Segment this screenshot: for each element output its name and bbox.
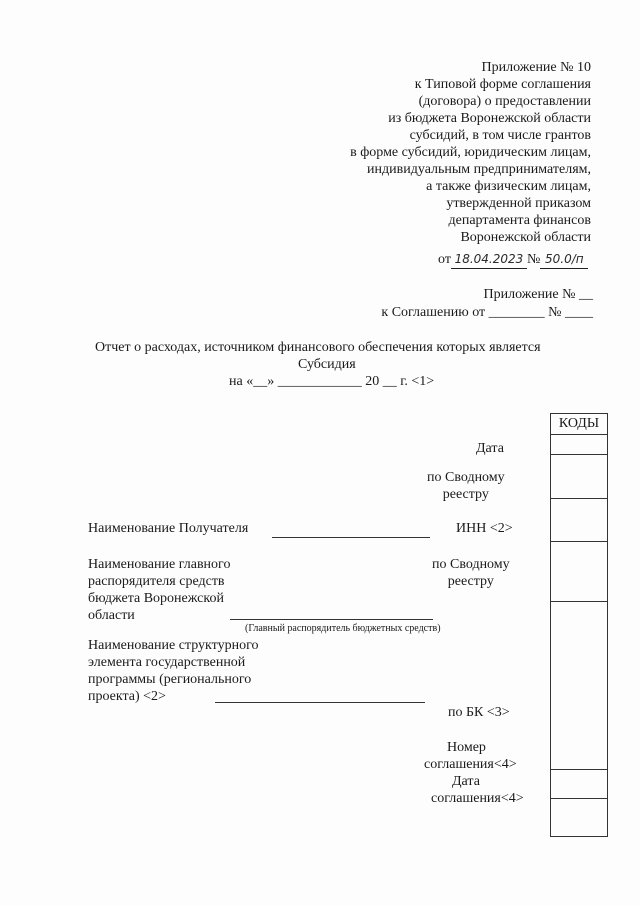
appendix-line: утвержденной приказом [446,196,591,211]
appendix-line: а также физическим лицам, [426,179,591,194]
order-reference [438,251,588,269]
agreement-number-line: соглашения<4> [424,757,517,772]
structural-element-label [88,637,258,705]
agreement-date-line: соглашения<4> [431,791,524,806]
main-manager-line: Наименование главного [88,557,231,572]
appendix-line: субсидий, в том числе грантов [409,128,591,143]
appendix-line: Приложение № 10 [481,60,591,75]
appendix-line: из бюджета Воронежской области [388,111,591,126]
appendix-line: (договора) о предоставлении [418,94,591,109]
report-date-line: на «__» ____________ 20 __ г. <1> [229,374,435,389]
structural-line: Наименование структурного [88,638,259,653]
recipient-label: Наименование Получателя [88,521,249,536]
code-cell-svodny-2 [551,541,607,542]
report-title-line2: Субсидия [298,357,356,372]
structural-line: проекта) <2> [88,689,166,704]
main-manager-line: области [88,608,135,623]
code-cell-agreement-number [551,769,607,770]
bk-label: по БК <3> [448,705,510,720]
code-cell-agreement-date [551,798,607,799]
appendix-line: Воронежской области [460,230,591,245]
appendix-line: индивидуальным предпринимателям, [367,162,591,177]
agreement-appendix-label: Приложение № __ [483,287,593,302]
svodny-line: реестру [442,487,489,502]
recipient-field-line [272,537,430,538]
agreement-ref-line: к Соглашению от ________ № ____ [381,305,593,320]
agreement-date-label [431,773,524,807]
main-manager-line: бюджета Воронежской [88,591,224,606]
svodny-line: реестру [447,574,494,589]
codes-table [550,413,608,837]
order-prefix: от [438,252,451,267]
appendix-block [350,59,591,246]
order-date: 18.04.2023 [451,251,527,269]
order-number: 50.0/п [540,251,588,269]
main-manager-caption: (Главный распорядитель бюджетных средств) [245,623,441,634]
structural-line: программы (регионального [88,672,252,687]
appendix-line: в форме субсидий, юридическим лицам, [350,145,591,160]
main-manager-line: распорядителя средств [88,574,225,589]
main-manager-label [88,556,230,624]
code-cell-date [551,434,607,435]
inn-label: ИНН <2> [456,521,513,536]
order-no-sign: № [526,252,541,267]
agreement-number-line: Номер [447,740,486,755]
svodny-line: по Сводному [432,557,510,572]
codes-header: КОДЫ [558,416,600,431]
code-cell-svodny-1 [551,454,607,455]
code-cell-bk [551,601,607,602]
agreement-number-label [424,739,517,773]
svodny-line: по Сводному [427,470,505,485]
appendix-line: к Типовой форме соглашения [414,77,591,92]
svodny-label-1 [427,469,505,503]
report-title-line1: Отчет о расходах, источником финансового обеспечения которых является [95,340,541,355]
structural-field-line [215,702,425,703]
svodny-label-2 [432,556,510,590]
code-cell-inn [551,498,607,499]
date-label: Дата [476,441,504,456]
agreement-date-line: Дата [452,774,480,789]
appendix-line: департамента финансов [448,213,591,228]
structural-line: элемента государственной [88,655,246,670]
